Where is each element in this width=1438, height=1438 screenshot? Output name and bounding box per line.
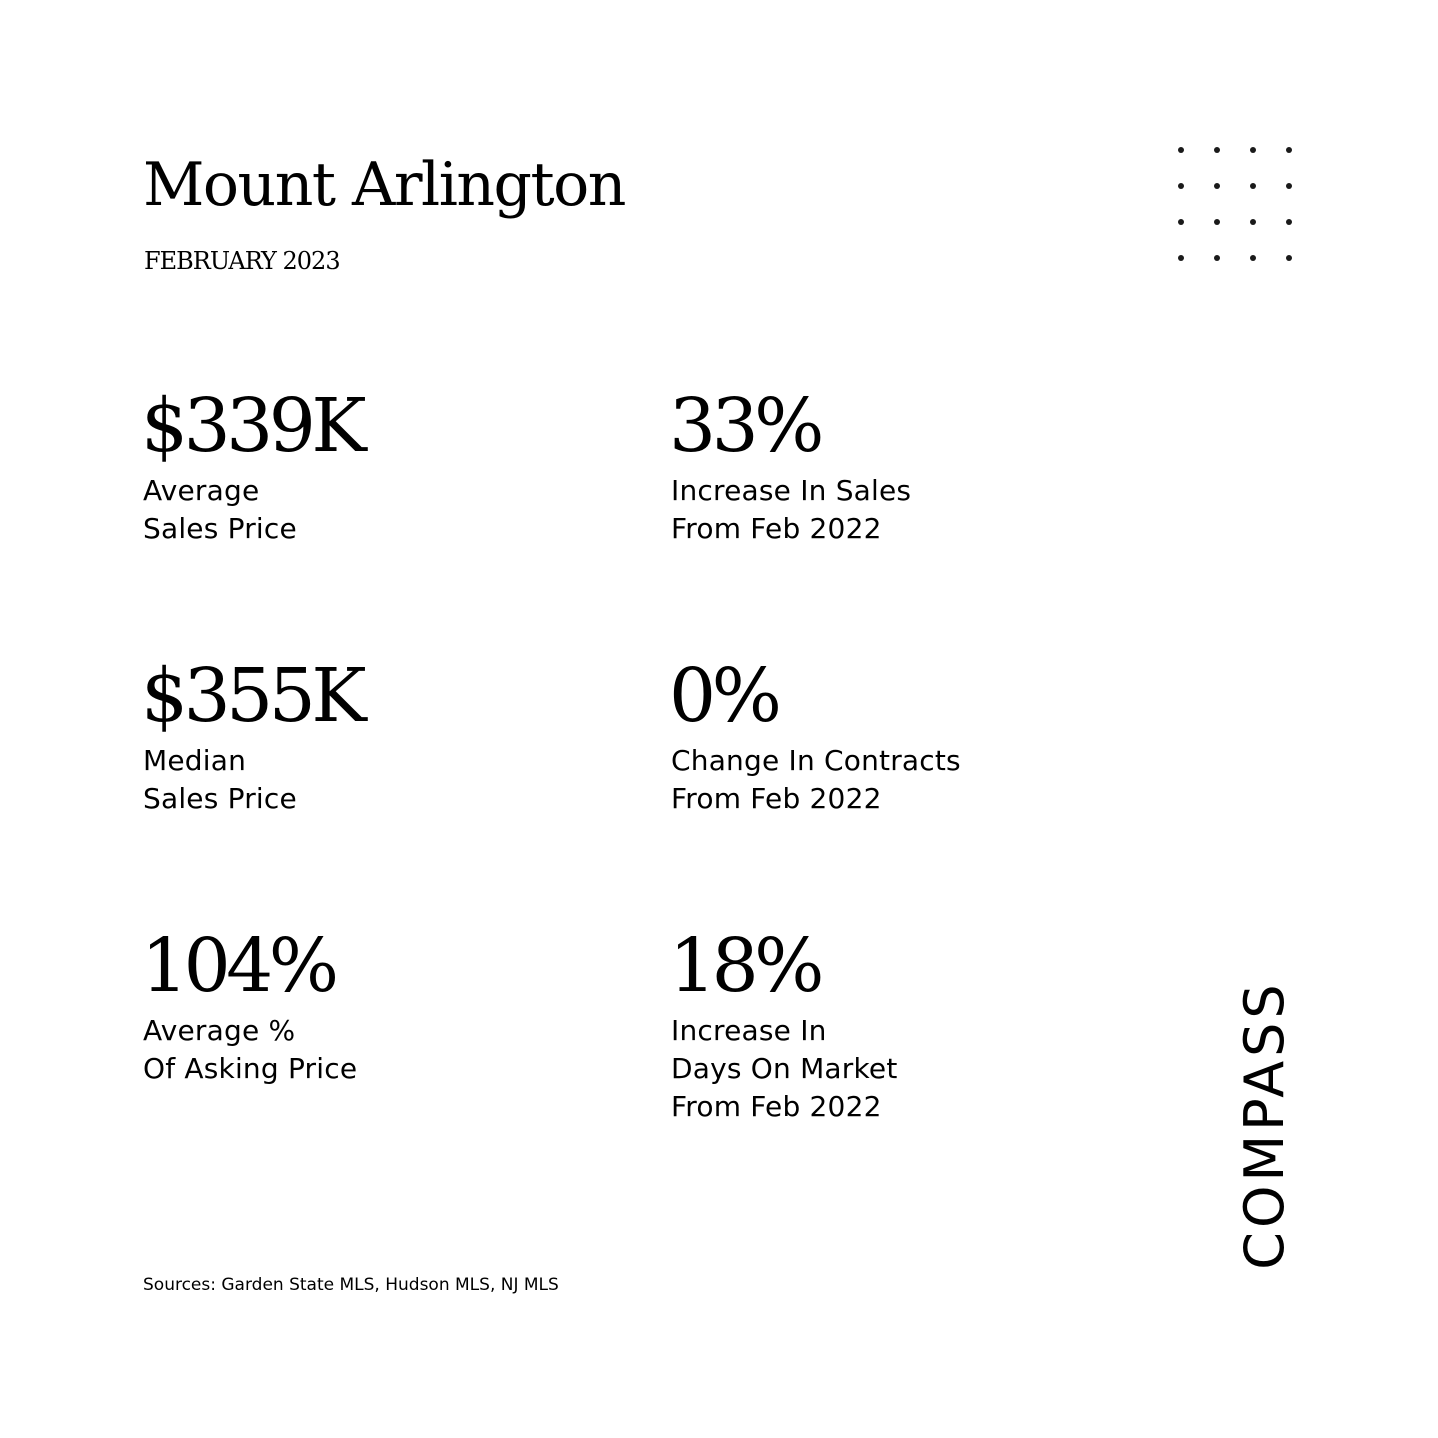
dot — [1280, 249, 1298, 267]
dot — [1244, 177, 1262, 195]
stat-value: 104% — [141, 923, 335, 1009]
report-date: FEBRUARY 2023 — [144, 247, 340, 275]
dot-grid-icon — [1172, 141, 1300, 269]
stat-value: $355K — [141, 653, 363, 739]
dot — [1244, 249, 1262, 267]
stat-label: Average % Of Asking Price — [143, 1014, 358, 1085]
stat-label: Median Sales Price — [143, 744, 297, 815]
dot — [1208, 213, 1226, 231]
sources-note: Sources: Garden State MLS, Hudson MLS, NJ MLS — [143, 1275, 559, 1295]
dot — [1244, 141, 1262, 159]
stat-increase-in-sales — [671, 380, 1131, 548]
dot — [1244, 213, 1262, 231]
dot — [1208, 249, 1226, 267]
stat-value: 18% — [669, 923, 820, 1009]
stat-label: Change In Contracts From Feb 2022 — [671, 744, 961, 815]
stat-median-sales-price — [143, 650, 603, 818]
dot — [1172, 177, 1190, 195]
dot — [1172, 141, 1190, 159]
stat-label: Average Sales Price — [143, 474, 297, 545]
dot — [1208, 177, 1226, 195]
compass-logo — [1233, 958, 1296, 1292]
stat-value: $339K — [141, 383, 363, 469]
dot — [1172, 213, 1190, 231]
dot — [1280, 213, 1298, 231]
stat-label: Increase In Sales From Feb 2022 — [671, 474, 912, 545]
stat-value: 0% — [669, 653, 778, 739]
stat-label: Increase In Days On Market From Feb 2022 — [671, 1014, 898, 1123]
dot — [1172, 249, 1190, 267]
stat-value: 33% — [669, 383, 820, 469]
dot — [1208, 141, 1226, 159]
stat-average-of-asking-price — [143, 920, 603, 1088]
stat-change-in-contracts — [671, 650, 1131, 818]
page-title: Mount Arlington — [143, 150, 625, 220]
logo-text: COMPASS — [1233, 980, 1296, 1270]
dot — [1280, 141, 1298, 159]
stat-days-on-market — [671, 920, 1131, 1126]
dot — [1280, 177, 1298, 195]
stat-average-sales-price — [143, 380, 603, 548]
